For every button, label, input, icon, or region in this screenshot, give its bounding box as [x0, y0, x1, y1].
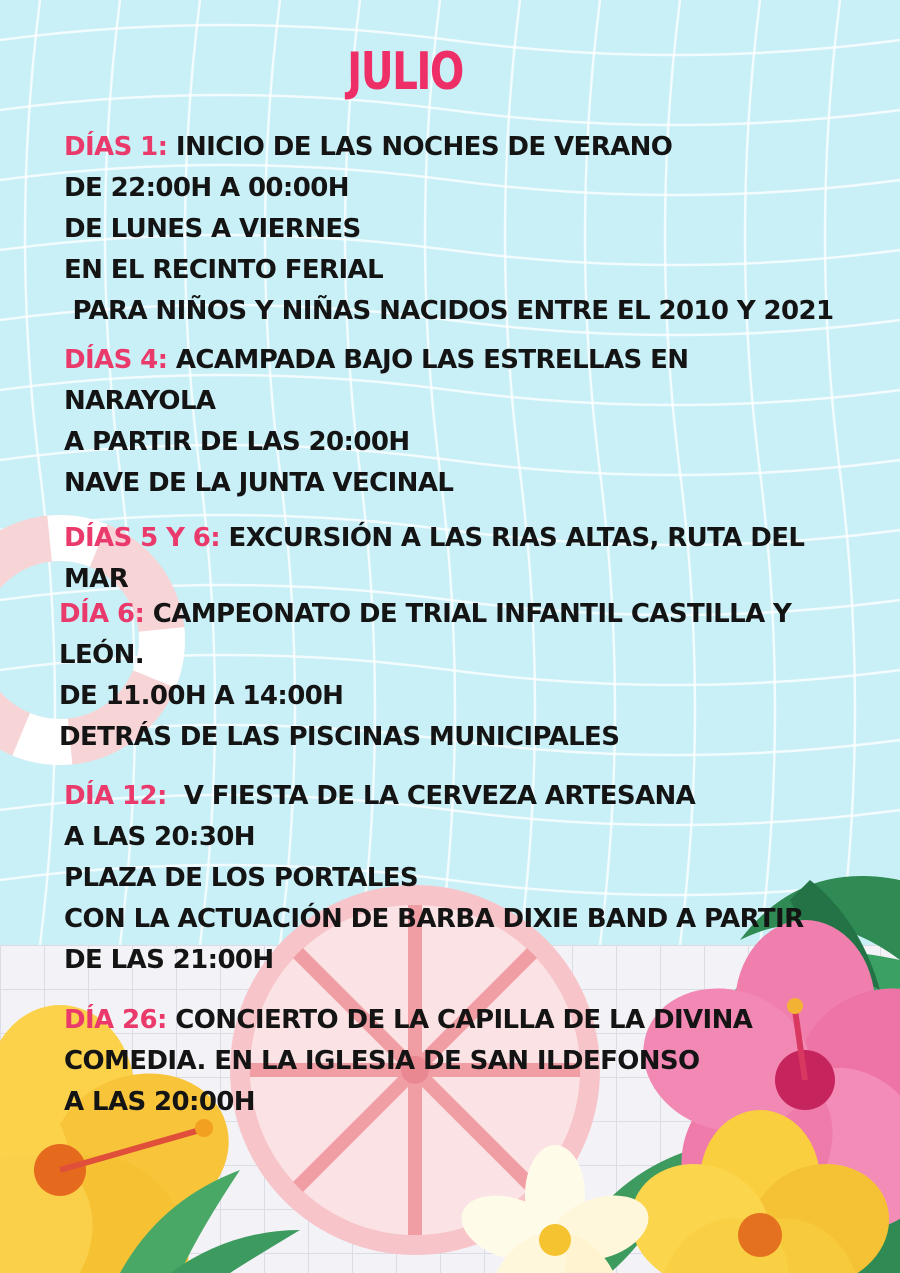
event-detail-line: NARAYOLA: [64, 386, 216, 416]
event-detail-line: PLAZA DE LOS PORTALES: [64, 863, 418, 893]
event-detail-line: NAVE DE LA JUNTA VECINAL: [64, 468, 454, 498]
event-day-4: [64, 340, 688, 504]
event-days-5-6: [64, 518, 804, 600]
event-detail-line: DE LAS 21:00H: [64, 945, 274, 975]
event-detail-line: CON LA ACTUACIÓN DE BARBA DIXIE BAND A PARTIR: [64, 904, 804, 934]
event-detail-line: COMEDIA. EN LA IGLESIA DE SAN ILDEFONSO: [64, 1046, 700, 1076]
event-heading: [64, 127, 834, 168]
event-detail-line: EN EL RECINTO FERIAL: [64, 255, 384, 285]
event-day-label: DÍAS 4:: [64, 345, 168, 375]
event-detail-line: MAR: [64, 564, 129, 594]
event-detail-line: A LAS 20:00H: [64, 1087, 255, 1117]
event-detail-line: PARA NIÑOS Y NIÑAS NACIDOS ENTRE EL 2010 Y 2021: [64, 296, 834, 326]
event-heading: [64, 518, 804, 559]
event-title: CAMPEONATO DE TRIAL INFANTIL CASTILLA Y: [144, 599, 792, 629]
event-detail-line: LEÓN.: [59, 640, 145, 670]
event-heading: [64, 1000, 752, 1041]
event-title: CONCIERTO DE LA CAPILLA DE LA DIVINA: [166, 1005, 753, 1035]
event-detail-line: DE 11.00H A 14:00H: [59, 681, 344, 711]
event-title: EXCURSIÓN A LAS RIAS ALTAS, RUTA DEL: [220, 523, 805, 553]
event-detail-line: A PARTIR DE LAS 20:00H: [64, 427, 410, 457]
event-detail-line: DE LUNES A VIERNES: [64, 214, 361, 244]
event-day-label: DÍA 12:: [64, 781, 167, 811]
event-title: V FIESTA DE LA CERVEZA ARTESANA: [166, 781, 696, 811]
event-heading: [59, 594, 791, 635]
event-day-12: [64, 776, 804, 981]
event-day-label: DÍAS 1:: [64, 132, 168, 162]
event-day-label: DÍA 6:: [59, 599, 145, 629]
event-heading: [64, 340, 688, 381]
event-heading: [64, 776, 804, 817]
event-title: INICIO DE LAS NOCHES DE VERANO: [167, 132, 673, 162]
event-day-label: DÍAS 5 Y 6:: [64, 523, 221, 553]
event-title: ACAMPADA BAJO LAS ESTRELLAS EN: [167, 345, 689, 375]
event-detail-line: DETRÁS DE LAS PISCINAS MUNICIPALES: [59, 722, 620, 752]
event-day-6: [59, 594, 791, 758]
event-day-label: DÍA 26:: [64, 1005, 167, 1035]
event-detail-line: DE 22:00H A 00:00H: [64, 173, 349, 203]
event-day-1: [64, 127, 834, 332]
page-title: JULIO: [347, 42, 463, 102]
event-day-26: [64, 1000, 752, 1123]
event-detail-line: A LAS 20:30H: [64, 822, 255, 852]
